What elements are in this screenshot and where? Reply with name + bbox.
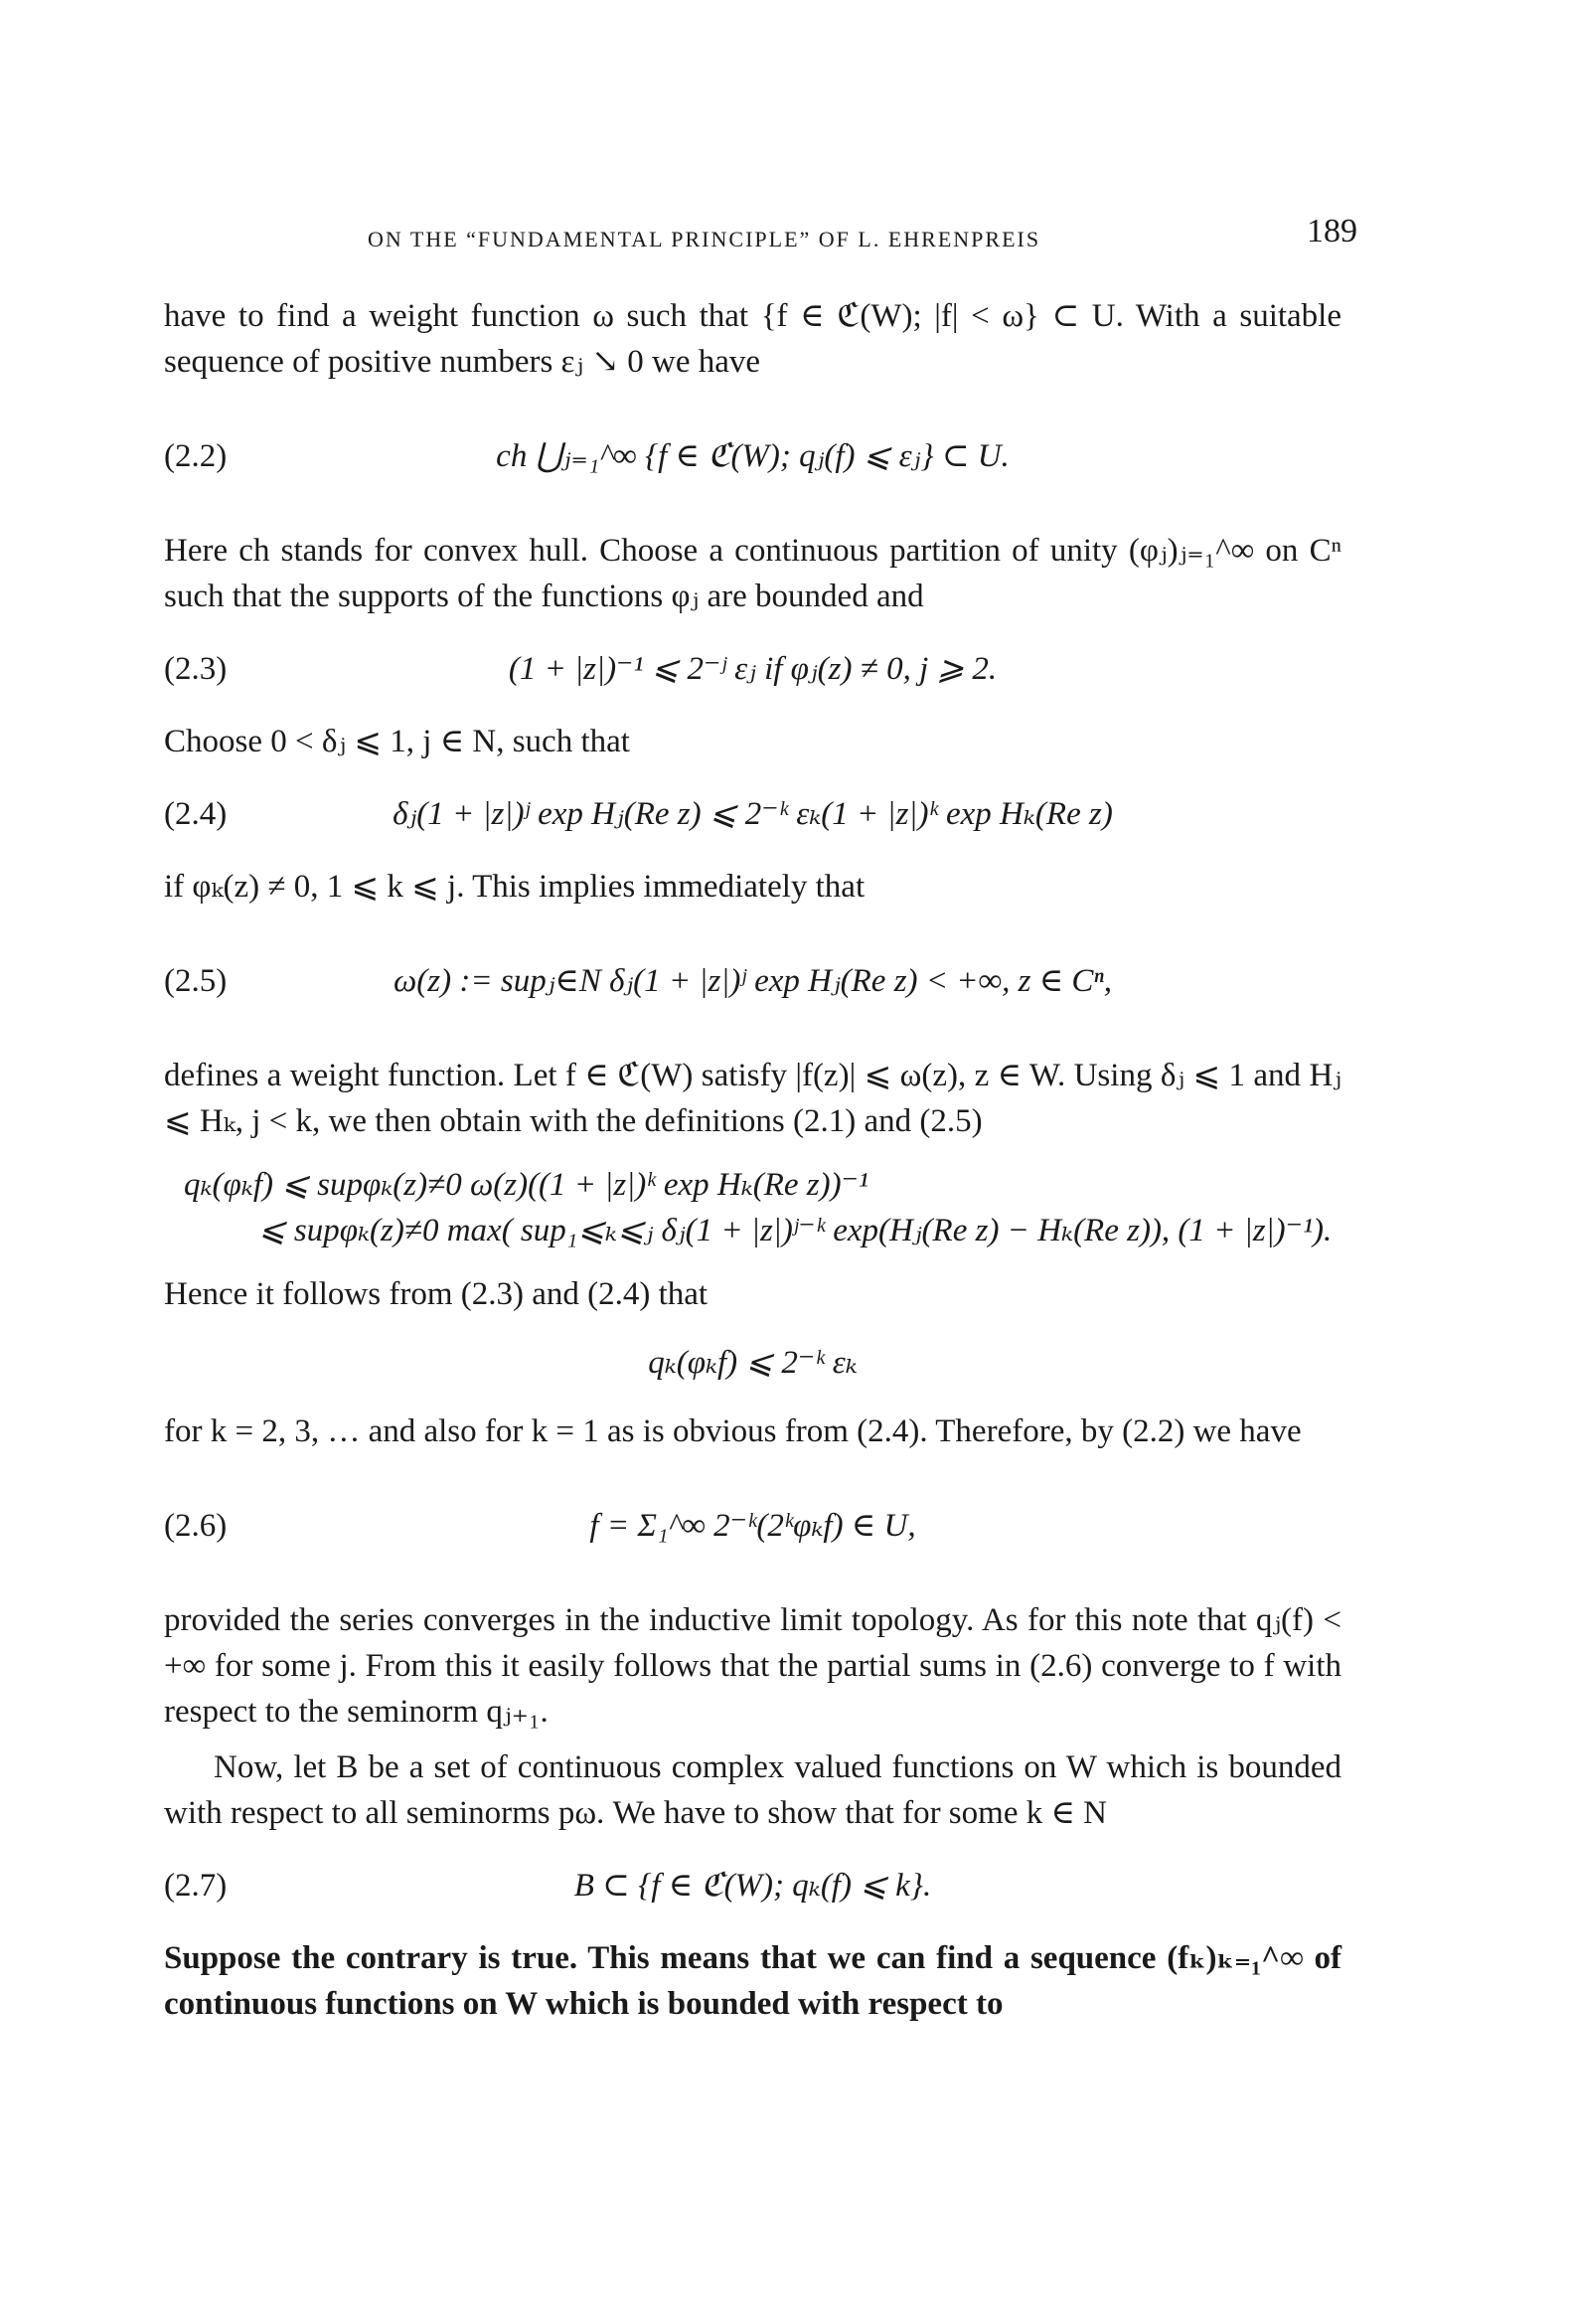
equation-body: δⱼ(1 + |z|)ʲ exp Hⱼ(Re z) ⩽ 2⁻ᵏ εₖ(1 + |z|)ᵏ exp Hₖ(Re z) [393,796,1113,832]
equation-body: ω(z) := supⱼ∈N δⱼ(1 + |z|)ʲ exp Hⱼ(Re z) < +∞, z ∈ Cⁿ, [393,963,1113,999]
inequality-line-1: qₖ(φₖf) ⩽ supφₖ(z)≠0 ω(z)((1 + |z|)ᵏ exp Hₖ(Re z))⁻¹ [184,1167,868,1203]
equation-number: (2.6) [164,1508,228,1544]
inequality-chain [164,1162,1341,1253]
paragraph-3: Choose 0 < δⱼ ⩽ 1, j ∈ N, such that [164,724,630,759]
equation-2-2 [164,407,1341,506]
equation-2-7 [164,1858,1341,1913]
equation-number: (2.5) [164,963,228,999]
paragraph-6: Hence it follows from (2.3) and (2.4) that [164,1276,709,1312]
paragraph-5: defines a weight function. Let f ∈ ℭ(W) satisfy |f(z)| ⩽ ω(z), z ∈ W. Using δⱼ ⩽ 1 and Hⱼ ⩽ Hₖ, j < k, we then obtain with the definitions (2.1) and (2.5) [164,1058,1341,1139]
equation-number: (2.4) [164,796,228,832]
paragraph-2: Here ch stands for convex hull. Choose a continuous partition of unity (φⱼ)ⱼ₌₁^∞ on Cⁿ such that the supports of the functions φⱼ are bounded and [164,533,1341,614]
equation-number: (2.7) [164,1868,228,1904]
page-body [164,293,1341,2037]
inequality-line-2: ⩽ supφₖ(z)≠0 max( sup₁⩽ₖ⩽ⱼ δⱼ(1 + |z|)ʲ⁻ᵏ exp(Hⱼ(Re z) − Hₖ(Re z)), (1 + |z|)⁻¹). [258,1213,1333,1248]
equation-2-3 [164,641,1341,697]
paragraph-4: if φₖ(z) ≠ 0, 1 ⩽ k ⩽ j. This implies immediately that [164,869,866,905]
equation-number: (2.3) [164,651,228,687]
paragraph-7: for k = 2, 3, … and also for k = 1 as is obvious from (2.4). Therefore, by (2.2) we have [164,1413,1302,1449]
paragraph-8: provided the series converges in the inductive limit topology. As for this note that qⱼ(f) < +∞ for some j. From this it easily follows that the partial sums in (2.6) converge to f with respect to the seminorm qⱼ₊₁. [164,1602,1341,1730]
equation-body: ch ⋃ⱼ₌₁^∞ {f ∈ ℭ(W); qⱼ(f) ⩽ εⱼ} ⊂ U. [496,438,1010,474]
equation-2-4 [164,786,1341,842]
page-header [164,213,1357,262]
equation-body: (1 + |z|)⁻¹ ⩽ 2⁻ʲ εⱼ if φⱼ(z) ≠ 0, j ⩾ 2. [508,651,998,687]
equation-number: (2.2) [164,438,228,474]
paragraph-1: have to find a weight function ω such that {f ∈ ℭ(W); |f| < ω} ⊂ U. With a suitable sequence of positive numbers εⱼ ↘ 0 we have [164,298,1341,380]
qk-bound: qₖ(φₖf) ⩽ 2⁻ᵏ εₖ [648,1345,858,1381]
paragraph-9: Now, let B be a set of continuous complex valued functions on W which is bounded with respect to all seminorms pω. We have to show that for some k ∈ N [164,1749,1341,1831]
page-number: 189 [1307,213,1357,249]
equation-2-6 [164,1476,1341,1576]
equation-body: B ⊂ {f ∈ ℭ(W); qₖ(f) ⩽ k}. [573,1868,932,1904]
equation-2-5 [164,931,1341,1031]
running-head: ON THE “FUNDAMENTAL PRINCIPLE” OF L. EHRENPREIS [368,227,1041,251]
equation-body: f = Σ₁^∞ 2⁻ᵏ(2ᵏφₖf) ∈ U, [589,1508,916,1544]
paragraph-10: Suppose the contrary is true. This means that we can find a sequence (fₖ)ₖ₌₁^∞ of continuous functions on W which is bounded with respect to [164,1940,1341,2022]
